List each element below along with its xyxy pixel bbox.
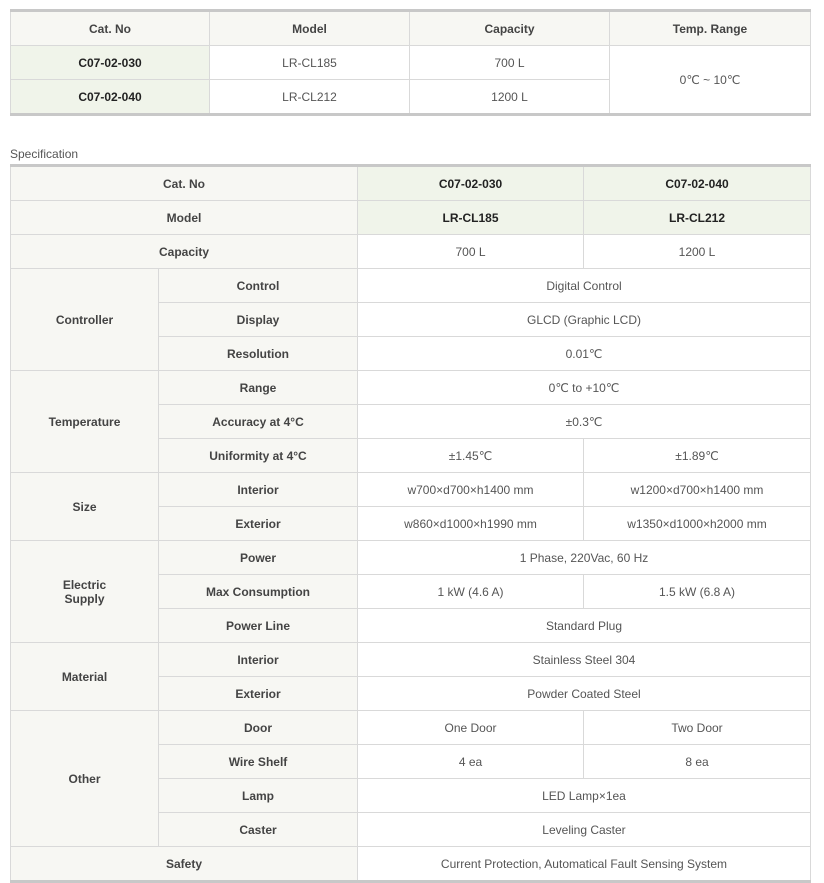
spec-cat-no-value: C07-02-040 (584, 166, 811, 201)
summary-header-cat-no: Cat. No (11, 11, 210, 46)
spec-wire-shelf-value: 8 ea (584, 745, 811, 779)
summary-model-cell: LR-CL185 (210, 46, 410, 80)
spec-material-interior-value: Stainless Steel 304 (358, 643, 811, 677)
spec-label-max-consumption: Max Consumption (159, 575, 358, 609)
summary-header-model: Model (210, 11, 410, 46)
spec-uniformity-value: ±1.89℃ (584, 439, 811, 473)
spec-capacity-value: 700 L (358, 235, 584, 269)
spec-door-value: Two Door (584, 711, 811, 745)
spec-label-display: Display (159, 303, 358, 337)
spec-row-power (11, 541, 811, 575)
spec-door-value: One Door (358, 711, 584, 745)
spec-row-capacity (11, 235, 811, 269)
spec-label-lamp: Lamp (159, 779, 358, 813)
spec-capacity-value: 1200 L (584, 235, 811, 269)
summary-model-cell: LR-CL212 (210, 80, 410, 115)
spec-label-material-interior: Interior (159, 643, 358, 677)
spec-display-value: GLCD (Graphic LCD) (358, 303, 811, 337)
spec-lamp-value: LED Lamp×1ea (358, 779, 811, 813)
spec-label-resolution: Resolution (159, 337, 358, 371)
spec-group-other: Other (11, 711, 159, 847)
spec-material-exterior-value: Powder Coated Steel (358, 677, 811, 711)
spec-label-wire-shelf: Wire Shelf (159, 745, 358, 779)
spec-label-accuracy: Accuracy at 4°C (159, 405, 358, 439)
summary-cat-no-cell: C07-02-040 (11, 80, 210, 115)
spec-label-range: Range (159, 371, 358, 405)
spec-range-value: 0℃ to +10℃ (358, 371, 811, 405)
spec-accuracy-value: ±0.3℃ (358, 405, 811, 439)
spec-row-material-interior (11, 643, 811, 677)
spec-label-capacity: Capacity (11, 235, 358, 269)
summary-table (10, 9, 811, 116)
spec-row-size-interior (11, 473, 811, 507)
spec-label-power: Power (159, 541, 358, 575)
spec-safety-value: Current Protection, Automatical Fault Sensing System (358, 847, 811, 882)
spec-label-material-exterior: Exterior (159, 677, 358, 711)
spec-label-control: Control (159, 269, 358, 303)
summary-cat-no-cell: C07-02-030 (11, 46, 210, 80)
spec-model-value: LR-CL212 (584, 201, 811, 235)
spec-cat-no-value: C07-02-030 (358, 166, 584, 201)
spec-control-value: Digital Control (358, 269, 811, 303)
spec-label-cat-no: Cat. No (11, 166, 358, 201)
spec-group-electric-supply: Electric Supply (11, 541, 159, 643)
table-row (11, 46, 811, 80)
spec-size-exterior-value: w1350×d1000×h2000 mm (584, 507, 811, 541)
spec-group-controller: Controller (11, 269, 159, 371)
spec-group-material: Material (11, 643, 159, 711)
spec-group-temperature: Temperature (11, 371, 159, 473)
specification-table (10, 164, 811, 883)
spec-label-power-line: Power Line (159, 609, 358, 643)
spec-size-exterior-value: w860×d1000×h1990 mm (358, 507, 584, 541)
spec-label-size-interior: Interior (159, 473, 358, 507)
spec-max-consumption-value: 1.5 kW (6.8 A) (584, 575, 811, 609)
spec-model-value: LR-CL185 (358, 201, 584, 235)
summary-temp-range-cell: 0℃ ~ 10℃ (610, 46, 811, 115)
spec-resolution-value: 0.01℃ (358, 337, 811, 371)
spec-row-control (11, 269, 811, 303)
spec-row-door (11, 711, 811, 745)
spec-label-uniformity: Uniformity at 4°C (159, 439, 358, 473)
summary-header-temp-range: Temp. Range (610, 11, 811, 46)
spec-label-model: Model (11, 201, 358, 235)
spec-row-model (11, 201, 811, 235)
spec-size-interior-value: w1200×d700×h1400 mm (584, 473, 811, 507)
spec-size-interior-value: w700×d700×h1400 mm (358, 473, 584, 507)
spec-row-cat-no (11, 166, 811, 201)
summary-capacity-cell: 1200 L (410, 80, 610, 115)
spec-wire-shelf-value: 4 ea (358, 745, 584, 779)
spec-power-line-value: Standard Plug (358, 609, 811, 643)
summary-header-row (11, 11, 811, 46)
spec-label-door: Door (159, 711, 358, 745)
spec-max-consumption-value: 1 kW (4.6 A) (358, 575, 584, 609)
summary-capacity-cell: 700 L (410, 46, 610, 80)
spec-group-size: Size (11, 473, 159, 541)
summary-header-capacity: Capacity (410, 11, 610, 46)
spec-uniformity-value: ±1.45℃ (358, 439, 584, 473)
spec-power-value: 1 Phase, 220Vac, 60 Hz (358, 541, 811, 575)
spec-caster-value: Leveling Caster (358, 813, 811, 847)
spec-label-caster: Caster (159, 813, 358, 847)
spec-label-safety: Safety (11, 847, 358, 882)
specification-caption: Specification (10, 147, 79, 161)
spec-label-size-exterior: Exterior (159, 507, 358, 541)
spec-row-safety (11, 847, 811, 882)
spec-row-range (11, 371, 811, 405)
